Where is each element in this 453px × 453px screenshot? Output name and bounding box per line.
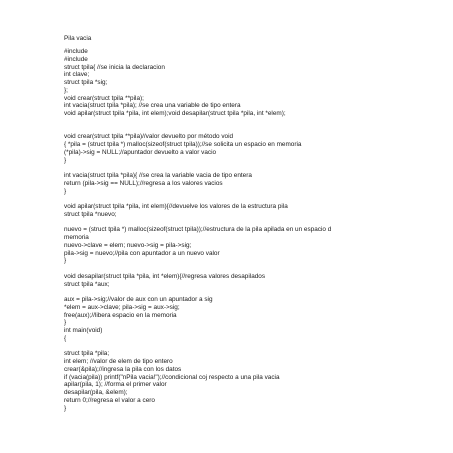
code-line: free(aux);//libera espacio en la memoria (64, 311, 177, 319)
document-title: Pila vacia (64, 35, 92, 42)
code-line: *elem = aux->clave; pila->sig = aux->sig; (64, 303, 180, 311)
code-line (64, 164, 444, 172)
code-line: void apilar(struct tpila *pila, int elem){//devuelve los valores de la estructura pila (64, 203, 288, 210)
code-line: } (64, 257, 67, 265)
code-line: memoria (64, 234, 89, 241)
code-block (64, 48, 444, 412)
code-line: apilar(pila, 1); //forma el primer valor (64, 381, 167, 389)
code-line (64, 118, 444, 126)
code-line: struct tpila{ //se inicia la declaracion (64, 63, 165, 71)
code-line: int vacia(struct tpila *pila); //se crea una variable de tipo entera (64, 102, 241, 110)
code-line: struct tpila *sig; (64, 79, 108, 86)
code-line: if (vacia(pila)) printf("nPila vacia!");//condicional coj respecto a una pila vacia (64, 373, 280, 381)
code-line: } (64, 319, 67, 327)
code-line (64, 219, 444, 227)
code-line (64, 126, 444, 134)
code-line: { (64, 334, 67, 342)
code-line: } (64, 187, 67, 195)
code-line (64, 265, 444, 273)
code-line: void apilar(struct tpila *pila, int elem);void desapilar(struct tpila *pila, int *elem); (64, 110, 286, 117)
code-line: void crear(struct tpila **pila)//valor devuelto por método void (64, 133, 234, 141)
code-line: } (64, 156, 67, 164)
code-line (64, 343, 444, 351)
code-line: int clave; (64, 71, 90, 79)
code-line: } (64, 404, 67, 412)
code-line: }; (64, 86, 68, 94)
code-line: int main(void) (64, 327, 103, 334)
code-line: nuevo = (struct tpila *) malloc(sizeof(struct tpila));//estructura de la pila apilada en un espacio d (64, 226, 332, 234)
code-line: int vacia(struct tpila *pila){ //se crea la variable vacia de tipo entera (64, 172, 252, 179)
code-line (64, 288, 444, 296)
code-line: (*pila)->sig = NULL;//apuntador devuelto a valor vacio (64, 148, 217, 156)
code-line: return (pila->sig == NULL);//regresa a los valores vacios (64, 179, 223, 187)
code-line: void crear(struct tpila **pila); (64, 94, 144, 102)
code-line: desapilar(pila, &elem); (64, 389, 128, 396)
code-line: #include (64, 48, 88, 55)
code-line: nuevo->clave = elem; nuevo->sig = pila->sig; (64, 241, 192, 249)
code-line: struct tpila *aux; (64, 280, 110, 288)
code-line: struct tpila *pila; (64, 350, 110, 358)
code-line: { *pila = (struct tpila *) malloc(sizeof(struct tpila));//se solicita un espacio en memoria (64, 141, 302, 148)
code-line: #include (64, 55, 88, 63)
code-line: aux = pila->sig;//valor de aux con un apuntador a sig (64, 296, 213, 303)
code-line (64, 195, 444, 203)
code-line: return 0;//regresa el valor a cero (64, 396, 155, 404)
code-line: void desapilar(struct tpila *pila, int *elem){//regresa valores desapilados (64, 272, 266, 280)
code-line: struct tpila *nuevo; (64, 210, 117, 218)
code-line: pila->sig = nuevo;//pila con apuntador a un nuevo valor (64, 249, 220, 257)
code-line: crear(&pila);//ingresa la pila con los datos (64, 365, 182, 373)
code-line: int elem; //valor de elem de tipo entero (64, 358, 173, 365)
